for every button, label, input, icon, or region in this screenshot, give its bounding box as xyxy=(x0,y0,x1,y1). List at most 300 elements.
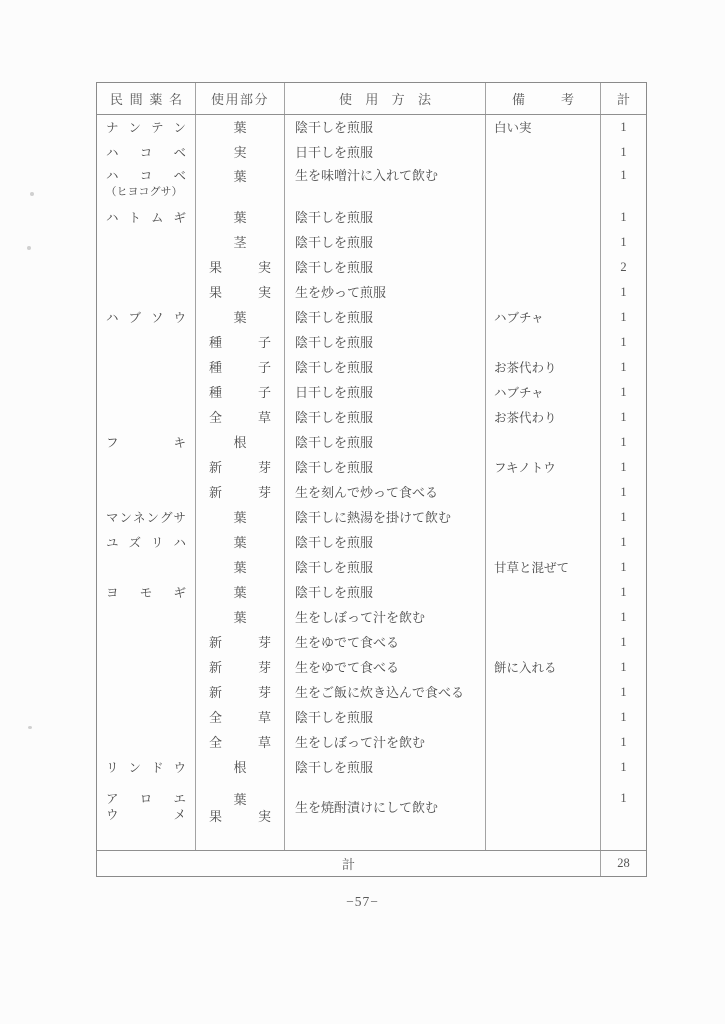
part-lines xyxy=(196,684,284,701)
count-text: 1 xyxy=(620,735,627,749)
part-text: 種 子 xyxy=(209,335,271,350)
remarks-cell xyxy=(486,580,601,605)
part-text: 葉 xyxy=(233,610,247,625)
remarks-cell xyxy=(486,205,601,230)
table-row xyxy=(97,430,646,455)
part-text: 葉 xyxy=(233,535,247,550)
count-text: 1 xyxy=(620,485,627,499)
part-lines xyxy=(196,584,284,601)
part-lines xyxy=(196,284,284,301)
method-cell xyxy=(285,280,486,305)
table-row xyxy=(97,580,646,605)
part-lines xyxy=(196,144,284,161)
count-cell xyxy=(601,730,646,755)
col-header-name-label: 民 間 薬 名 xyxy=(110,92,182,107)
part-lines xyxy=(196,209,284,226)
medicine-name-line: マ ン ネ ン グ サ xyxy=(106,510,186,525)
medicine-name xyxy=(97,120,195,136)
remarks-cell xyxy=(486,165,601,205)
count-text: 1 xyxy=(620,585,627,599)
count-text: 1 xyxy=(620,385,627,399)
medicine-name-cell xyxy=(97,555,196,580)
method-text: 生を焼酎漬けにして飲む xyxy=(295,800,439,815)
count-cell xyxy=(601,330,646,355)
part-lines xyxy=(196,534,284,551)
medicine-name-cell xyxy=(97,430,196,455)
part-lines xyxy=(196,709,284,726)
medicine-name-line: ナ ン テ ン xyxy=(106,120,186,135)
medicine-name-cell xyxy=(97,755,196,780)
medicine-name-cell xyxy=(97,630,196,655)
part-text: 葉 xyxy=(233,120,247,135)
remarks-text: ハブチャ xyxy=(494,385,544,400)
medicine-name-cell xyxy=(97,530,196,555)
part-cell xyxy=(196,555,285,580)
part-cell xyxy=(196,205,285,230)
part-cell xyxy=(196,140,285,165)
part-cell xyxy=(196,630,285,655)
part-cell xyxy=(196,705,285,730)
remarks-cell xyxy=(486,505,601,530)
count-text: 1 xyxy=(620,560,627,574)
col-header-remarks xyxy=(486,83,601,114)
remarks-cell xyxy=(486,280,601,305)
count-cell xyxy=(601,205,646,230)
method-text: 陰干しを煎服 xyxy=(295,434,374,450)
part-lines xyxy=(196,234,284,251)
medicine-name-subline: （ヒヨコグサ） xyxy=(105,186,183,198)
method-text: 生を炒って煎服 xyxy=(295,284,387,300)
part-text: 葉 xyxy=(233,585,247,600)
count-text: 1 xyxy=(620,635,627,649)
part-cell xyxy=(196,505,285,530)
medicine-name xyxy=(97,535,195,551)
count-text: 1 xyxy=(620,168,627,182)
remarks-cell xyxy=(486,605,601,630)
method-cell xyxy=(285,430,486,455)
medicine-name-cell xyxy=(97,280,196,305)
part-text: 葉 xyxy=(233,210,247,225)
count-cell xyxy=(601,580,646,605)
part-lines xyxy=(196,734,284,751)
part-lines xyxy=(196,309,284,326)
method-cell xyxy=(285,455,486,480)
count-text: 1 xyxy=(620,685,627,699)
col-header-name xyxy=(97,83,196,114)
medicine-name xyxy=(97,435,195,451)
part-lines xyxy=(196,509,284,526)
table-row xyxy=(97,380,646,405)
remarks-cell xyxy=(486,140,601,165)
table-row xyxy=(97,115,646,140)
part-cell xyxy=(196,255,285,280)
scan-speckle xyxy=(30,192,34,196)
medicine-name-cell xyxy=(97,505,196,530)
part-text: 種 子 xyxy=(209,360,271,375)
medicine-name-line: ア ロ エ xyxy=(106,792,186,806)
count-cell xyxy=(601,755,646,780)
medicine-name xyxy=(97,210,195,226)
remarks-cell xyxy=(486,305,601,330)
remarks-text: 白い実 xyxy=(494,120,532,135)
method-cell xyxy=(285,480,486,505)
count-text: 1 xyxy=(620,210,627,224)
method-cell xyxy=(285,605,486,630)
method-text: 陰干しを煎服 xyxy=(295,759,374,775)
count-text: 1 xyxy=(620,510,627,524)
part-cell xyxy=(196,355,285,380)
remarks-cell xyxy=(486,705,601,730)
col-header-method-label: 使 用 方 法 xyxy=(339,92,431,107)
method-cell xyxy=(285,140,486,165)
part-text: 種 子 xyxy=(209,385,271,400)
part-lines xyxy=(196,484,284,501)
method-cell xyxy=(285,255,486,280)
medicine-name-cell xyxy=(97,230,196,255)
count-cell xyxy=(601,555,646,580)
method-cell xyxy=(285,530,486,555)
medicine-name-cell xyxy=(97,705,196,730)
part-text: 茎 xyxy=(233,235,247,250)
remarks-text: 甘草と混ぜて xyxy=(494,560,570,575)
part-text: 実 xyxy=(233,145,247,160)
count-cell xyxy=(601,140,646,165)
medicine-name-cell xyxy=(97,305,196,330)
part-cell xyxy=(196,605,285,630)
medicine-name-cell xyxy=(97,680,196,705)
medicine-name-cell xyxy=(97,605,196,630)
part-text: 葉 xyxy=(233,169,247,184)
medicine-name xyxy=(97,585,195,601)
method-text: 生を味噌汁に入れて飲む xyxy=(295,168,439,183)
count-text: 1 xyxy=(620,335,627,349)
count-text: 1 xyxy=(620,460,627,474)
medicine-name xyxy=(97,145,195,161)
folk-medicine-table xyxy=(96,82,647,877)
table-row xyxy=(97,455,646,480)
part-cell xyxy=(196,730,285,755)
medicine-name-cell xyxy=(97,165,196,205)
table-row xyxy=(97,140,646,165)
medicine-name-cell xyxy=(97,655,196,680)
part-cell xyxy=(196,165,285,205)
part-lines xyxy=(196,559,284,576)
count-text: 1 xyxy=(620,120,627,134)
table-row xyxy=(97,605,646,630)
part-text: 新 芽 xyxy=(209,635,271,650)
method-cell xyxy=(285,680,486,705)
remarks-text: お茶代わり xyxy=(494,360,557,375)
count-text: 2 xyxy=(620,260,627,274)
remarks-cell xyxy=(486,455,601,480)
method-text: 陰干しを煎服 xyxy=(295,534,374,550)
medicine-name-line: ハ ブ ソ ウ xyxy=(106,310,186,325)
method-text: 陰干しを煎服 xyxy=(295,584,374,600)
medicine-name-cell xyxy=(97,115,196,140)
count-cell xyxy=(601,165,646,205)
method-text: 陰干しを煎服 xyxy=(295,359,374,375)
part-cell xyxy=(196,405,285,430)
medicine-name xyxy=(97,510,195,526)
medicine-name-cell xyxy=(97,780,196,850)
table-row xyxy=(97,355,646,380)
part-cell xyxy=(196,580,285,605)
count-text: 1 xyxy=(620,791,627,805)
method-text: 日干しを煎服 xyxy=(295,144,374,160)
method-text: 陰干しを煎服 xyxy=(295,234,374,250)
count-text: 1 xyxy=(620,535,627,549)
medicine-name-cell xyxy=(97,140,196,165)
count-cell xyxy=(601,705,646,730)
count-cell xyxy=(601,655,646,680)
table-row xyxy=(97,305,646,330)
total-label: 計 xyxy=(341,857,355,872)
total-label-cell xyxy=(97,851,601,876)
part-lines xyxy=(196,609,284,626)
method-text: 陰干しを煎服 xyxy=(295,309,374,325)
part-cell xyxy=(196,430,285,455)
remarks-cell xyxy=(486,680,601,705)
part-cell xyxy=(196,280,285,305)
method-cell xyxy=(285,230,486,255)
medicine-name-cell xyxy=(97,330,196,355)
part-text: 葉 xyxy=(233,510,247,525)
medicine-name-cell xyxy=(97,455,196,480)
table-row xyxy=(97,755,646,780)
count-text: 1 xyxy=(620,360,627,374)
method-cell xyxy=(285,580,486,605)
part-cell xyxy=(196,455,285,480)
count-cell xyxy=(601,405,646,430)
part-lines xyxy=(196,409,284,426)
page-number: −57− xyxy=(346,894,379,909)
medicine-name-cell xyxy=(97,480,196,505)
method-cell xyxy=(285,405,486,430)
table-row xyxy=(97,630,646,655)
method-cell xyxy=(285,330,486,355)
method-cell xyxy=(285,205,486,230)
count-text: 1 xyxy=(620,285,627,299)
remarks-cell xyxy=(486,655,601,680)
medicine-name-cell xyxy=(97,405,196,430)
col-header-remarks-label: 備 考 xyxy=(512,92,574,107)
remarks-cell xyxy=(486,480,601,505)
part-text: 根 xyxy=(233,435,247,450)
part-cell xyxy=(196,305,285,330)
remarks-cell xyxy=(486,115,601,140)
count-text: 1 xyxy=(620,760,627,774)
method-cell xyxy=(285,780,486,850)
table-header-row xyxy=(97,83,646,115)
part-text: 全 草 xyxy=(209,410,271,425)
part-text: 新 芽 xyxy=(209,485,271,500)
method-text: 生をご飯に炊き込んで食べる xyxy=(295,684,465,700)
method-cell xyxy=(285,730,486,755)
remarks-cell xyxy=(486,380,601,405)
medicine-name xyxy=(97,168,195,200)
table-row xyxy=(97,780,646,850)
part-cell xyxy=(196,480,285,505)
count-cell xyxy=(601,630,646,655)
remarks-cell xyxy=(486,780,601,850)
table-total-row xyxy=(97,850,646,876)
scan-speckle xyxy=(27,246,31,250)
col-header-part-label: 使用部分 xyxy=(210,92,269,107)
count-cell xyxy=(601,230,646,255)
part-text: 葉 xyxy=(233,792,247,807)
part-lines xyxy=(196,634,284,651)
part-text: 果 実 xyxy=(209,285,271,300)
part-lines xyxy=(196,659,284,676)
part-lines xyxy=(196,384,284,401)
table-row xyxy=(97,230,646,255)
col-header-method xyxy=(285,83,486,114)
method-text: 生をゆでて食べる xyxy=(295,659,400,675)
table-row xyxy=(97,655,646,680)
remarks-text: ハブチャ xyxy=(494,310,544,325)
count-text: 1 xyxy=(620,310,627,324)
count-text: 1 xyxy=(620,660,627,674)
count-cell xyxy=(601,455,646,480)
count-text: 1 xyxy=(620,235,627,249)
remarks-cell xyxy=(486,630,601,655)
method-cell xyxy=(285,305,486,330)
table-row xyxy=(97,705,646,730)
method-cell xyxy=(285,655,486,680)
medicine-name-cell xyxy=(97,205,196,230)
part-text: 新 芽 xyxy=(209,460,271,475)
method-text: 生をしぼって汁を飲む xyxy=(295,734,426,750)
medicine-name-cell xyxy=(97,380,196,405)
table-row xyxy=(97,165,646,205)
table-row xyxy=(97,730,646,755)
table-row xyxy=(97,480,646,505)
remarks-cell xyxy=(486,730,601,755)
col-header-total-label: 計 xyxy=(616,92,630,107)
medicine-name-cell xyxy=(97,730,196,755)
remarks-cell xyxy=(486,555,601,580)
table-row xyxy=(97,205,646,230)
part-text: 葉 xyxy=(233,310,247,325)
table-row xyxy=(97,330,646,355)
count-cell xyxy=(601,430,646,455)
count-cell xyxy=(601,505,646,530)
part-cell xyxy=(196,530,285,555)
table-row xyxy=(97,680,646,705)
part-cell xyxy=(196,330,285,355)
medicine-name xyxy=(97,791,195,823)
part-text: 新 芽 xyxy=(209,685,271,700)
col-header-total xyxy=(601,83,646,114)
medicine-name-line: ハ コ ベ xyxy=(106,169,186,183)
count-cell xyxy=(601,115,646,140)
part-lines xyxy=(196,434,284,451)
count-cell xyxy=(601,780,646,850)
medicine-name-line: ユ ズ リ ハ xyxy=(106,535,186,550)
part-text: 果 実 xyxy=(209,809,271,824)
part-lines xyxy=(196,759,284,776)
scan-speckle xyxy=(28,726,32,729)
medicine-name-line: ハ コ ベ xyxy=(106,145,186,160)
part-cell xyxy=(196,230,285,255)
count-cell xyxy=(601,480,646,505)
method-text: 陰干しに熱湯を掛けて飲む xyxy=(295,509,452,525)
method-text: 陰干しを煎服 xyxy=(295,259,374,275)
remarks-cell xyxy=(486,755,601,780)
part-lines xyxy=(196,791,284,825)
medicine-name-line: リ ン ド ウ xyxy=(106,760,186,775)
count-cell xyxy=(601,355,646,380)
method-text: 陰干しを煎服 xyxy=(295,409,374,425)
remarks-cell xyxy=(486,330,601,355)
part-lines xyxy=(196,168,284,185)
method-text: 日干しを煎服 xyxy=(295,384,374,400)
part-text: 全 草 xyxy=(209,710,271,725)
part-cell xyxy=(196,755,285,780)
count-text: 1 xyxy=(620,710,627,724)
part-lines xyxy=(196,259,284,276)
method-cell xyxy=(285,115,486,140)
remarks-cell xyxy=(486,430,601,455)
medicine-name xyxy=(97,310,195,326)
part-lines xyxy=(196,359,284,376)
part-text: 根 xyxy=(233,760,247,775)
remarks-cell xyxy=(486,230,601,255)
part-text: 全 草 xyxy=(209,735,271,750)
remarks-text: フキノトウ xyxy=(494,460,556,475)
part-lines xyxy=(196,119,284,136)
medicine-name-line: ハ ト ム ギ xyxy=(106,210,186,225)
remarks-text: お茶代わり xyxy=(494,410,557,425)
count-cell xyxy=(601,380,646,405)
count-text: 1 xyxy=(620,610,627,624)
method-text: 生をしぼって汁を飲む xyxy=(295,609,426,625)
table-row xyxy=(97,280,646,305)
medicine-name-cell xyxy=(97,580,196,605)
method-text: 生を刻んで炒って食べる xyxy=(295,484,439,500)
count-cell xyxy=(601,255,646,280)
method-text: 陰干しを煎服 xyxy=(295,119,374,135)
table-row xyxy=(97,530,646,555)
part-cell xyxy=(196,115,285,140)
part-text: 果 実 xyxy=(209,260,271,275)
count-cell xyxy=(601,280,646,305)
part-text: 新 芽 xyxy=(209,660,271,675)
method-cell xyxy=(285,755,486,780)
count-cell xyxy=(601,530,646,555)
table-row xyxy=(97,255,646,280)
count-text: 1 xyxy=(620,435,627,449)
part-cell xyxy=(196,655,285,680)
remarks-cell xyxy=(486,255,601,280)
method-cell xyxy=(285,555,486,580)
remarks-cell xyxy=(486,405,601,430)
count-text: 1 xyxy=(620,410,627,424)
count-cell xyxy=(601,305,646,330)
table-row xyxy=(97,405,646,430)
method-cell xyxy=(285,630,486,655)
part-lines xyxy=(196,334,284,351)
table-body xyxy=(97,115,646,850)
method-cell xyxy=(285,705,486,730)
medicine-name xyxy=(97,760,195,776)
count-cell xyxy=(601,605,646,630)
medicine-name-line: ヨ モ ギ xyxy=(106,585,186,600)
count-cell xyxy=(601,680,646,705)
medicine-name-line: フ キ xyxy=(106,435,186,450)
remarks-text: 餅に入れる xyxy=(494,660,557,675)
remarks-cell xyxy=(486,530,601,555)
